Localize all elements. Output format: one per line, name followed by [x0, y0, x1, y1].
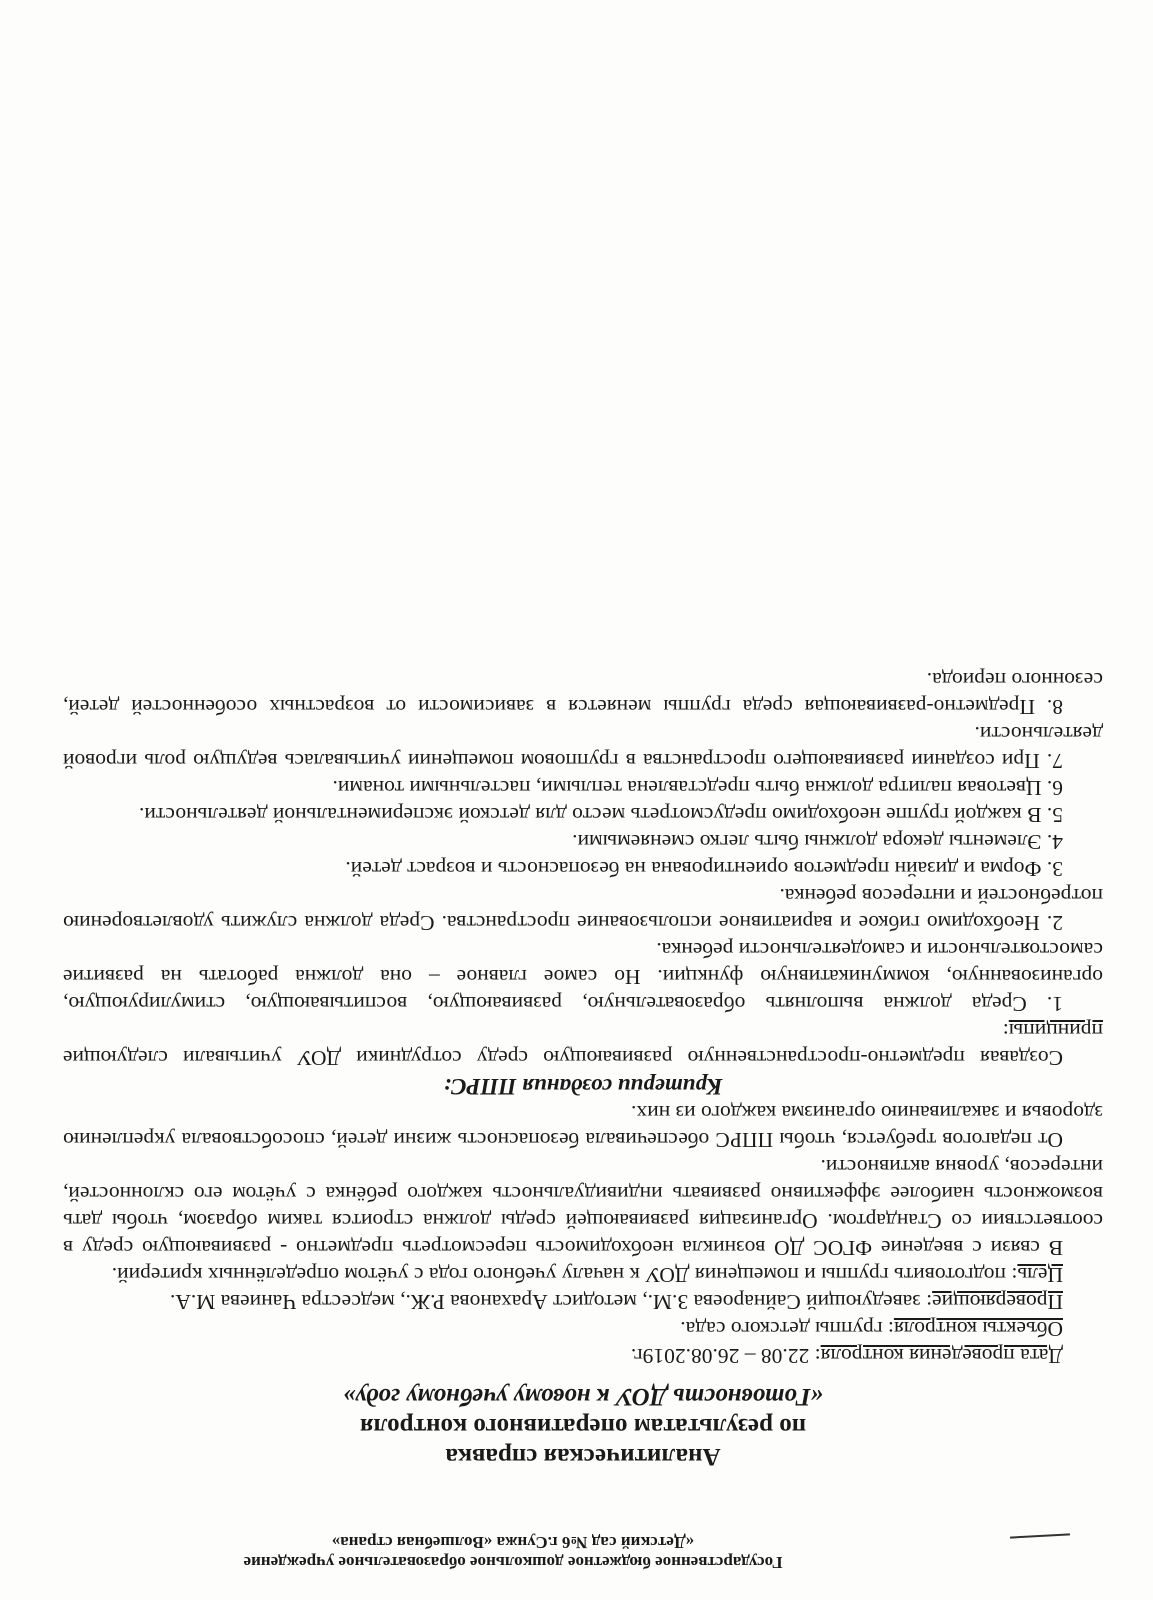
- inspectors-label: Проверяющие: [932, 1290, 1063, 1315]
- criteria-intro-principles: принципы: [1008, 1018, 1103, 1043]
- body-paragraph-1: В связи с введение ФГОС ДО возникла необходимость пересмотреть предметно - развивающую среду в соответствии со Стандартом. Организация развивающей среды должна строится таким образом, чтобы дать возможность наиболее эффективно развивать индивидуальность каждого ребёнка с учётом его склонностей, интересов, уровня активности.: [63, 1155, 1103, 1261]
- criteria-heading: Критерии создания ППРС:: [443, 1073, 723, 1099]
- control-date: [63, 1342, 1103, 1369]
- criteria-item: 1. Среда должна выполнять образовательную, развивающую, воспитывающую, стимулирующую, организованную, коммуникативную функции. Но самое главное – она должна работать на развитие самостоятельности и самодеятельности ребенка.: [63, 937, 1103, 1016]
- criteria-item: 2. Необходимо гибкое и вариативное использование пространства. Среда должна служить удовлетворению потребностей и интересов ребенка.: [63, 883, 1103, 935]
- criteria-intro-end: :: [1002, 1018, 1009, 1043]
- criteria-item: 3. Форма и дизайн предметов ориентирована на безопасность и возраст детей.: [345, 856, 1063, 881]
- criteria-intro-text: Создавая предметно-пространственную развивающую среду сотрудники ДОУ учитывали следующие: [63, 1045, 1063, 1070]
- org-line-2: «Детский сад №6 г.Сунжа «Волшебная страна»: [331, 1532, 695, 1552]
- control-objects-label: Объекты контроля: [893, 1317, 1063, 1342]
- org-line-1: Государственное бюджетное дошкольное образовательное учреждение: [243, 1553, 783, 1572]
- document-title-line-2: по результатам оперативного контроля: [359, 1413, 807, 1441]
- document-title: Аналитическая справка: [445, 1443, 721, 1471]
- criteria-item: 4. Элементы декора должны быть легко сменяемыми.: [572, 829, 1063, 854]
- organization-header: [63, 1531, 963, 1572]
- control-objects: [63, 1315, 1103, 1342]
- document-body: [63, 666, 1103, 1572]
- inspectors-value: : заведующий Сайнароева З.М., методист Араханова Р.Ж., медсестра Чаниева М.А.: [169, 1290, 933, 1315]
- goal-label: Цель: [1017, 1263, 1063, 1288]
- goal-value: : подготовить группы и помещения ДОУ к началу учебного года с учётом определённых критерий.: [111, 1263, 1018, 1288]
- criteria-item: 7. При создании развивающего пространства в групповом помещении учитывалась ведущую роль игровой деятельности.: [63, 722, 1103, 774]
- inspectors: [63, 1288, 1103, 1315]
- control-date-value: : 22.08 – 26.08.2019г.: [630, 1344, 821, 1369]
- document-subtitle: «Готовность ДОУ к новому учебному году»: [342, 1383, 824, 1411]
- criteria-intro: [63, 1017, 1103, 1071]
- control-date-label: Дата проведения контроля: [820, 1344, 1063, 1369]
- criteria-item: 5. В каждой группе необходимо предусмотреть место для детской экспериментальной деятельности.: [139, 802, 1063, 827]
- control-objects-value: : группы детского сада.: [680, 1317, 894, 1342]
- criteria-item: 6. Цветовая палитра должна быть представлена теплыми, пастельными тонами.: [332, 775, 1063, 800]
- criteria-item: 8. Предметно-развивающая среда группы меняется в зависимости от возрастных особенностей детей, сезонного периода.: [63, 668, 1103, 720]
- body-paragraph-2: От педагогов требуется, чтобы ППРС обеспечивала безопасность жизни детей, способствовала укреплению здоровья и закаливанию организма каждого из них.: [63, 1101, 1103, 1153]
- goal: [63, 1261, 1103, 1288]
